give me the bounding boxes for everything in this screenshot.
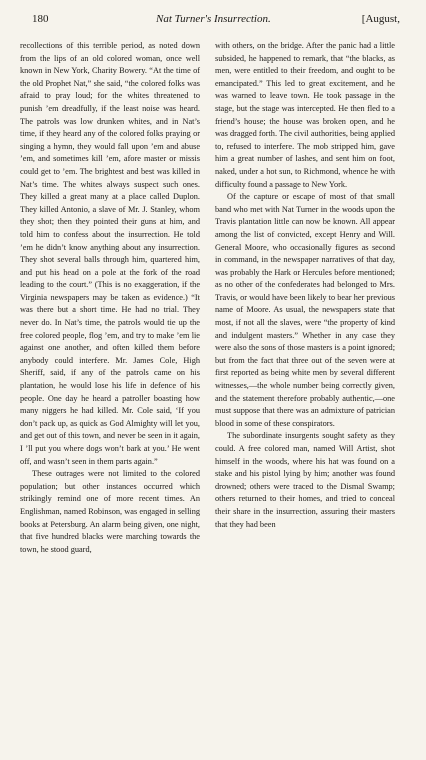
- header-month: [August,: [361, 13, 400, 25]
- paragraph: The subordinate insurgents sought safety as they could. A free colored man, named Will Artist, shot himself in the woods, where his hat was found on a stake and his pistol lying by him; another was found drowned; others were traced to the Dismal Swamp; others returned to their homes, and tried to conceal their share in the insurrection, assuring their masters that they had been: [215, 431, 395, 529]
- left-column: [20, 40, 200, 556]
- paragraph: These outrages were not limited to the colored population; but other instances occurred which strikingly remind one of more recent times. An Englishman, named Robinson, was engaged in selling books at Petersburg. An alarm being given, one night, that five hundred blacks were marching towards the town, he stood guard,: [20, 469, 200, 554]
- right-column: [215, 40, 395, 531]
- paragraph: recollections of this terrible period, as noted down from the lips of an old colored woman, once well known in New York, Charity Bowery. “At the time of the old Prophet Nat,” she said, “the colored folks was afraid to pray loud; for the whites threatened to punish ’em dreadfully, if the least noise was heard. The patrols was low drunken whites, and in Nat’s time, if they heard any of the colored folks praying or singing a hymn, they would fall upon ’em and abuse ’em, and sometimes kill ’em, afore master or missis could get to ’em. The brightest and best was killed in Nat’s time. The whites always suspect such ones. They killed a great many at a place called Duplon. They killed Antonio, a slave of Mr. J. Stanley, whom they shot; then they pointed their guns at him, and told him to confess about the insurrection. He told ’em he didn’t know anything about any insurrection. They shot several balls through him, quartered him, and put his head on a pole at the fork of the road leading to the court.” (This is no exaggeration, if the Virginia newspapers may be taken as evidence.) “It was there but a short time. He had no trial. They never do. In Nat’s time, the patrols would tie up the free colored people, flog ’em, and try to make ’em lie against one another, and often killed them before anybody could interfere. Mr. James Cole, High Sheriff, said, if any of the patrols came on his plantation, he would lose his life in defence of his people. One day he heard a patroller boasting how many niggers he had killed. Mr. Cole said, ‘If you don’t pack up, as quick as God Almighty will let you, and get out of this town, and never be seen in it again, I ’ll put you where dogs won’t bark at you.’ He went off, and wasn’t seen in them parts again.”: [20, 41, 200, 466]
- page-number: 180: [32, 13, 49, 25]
- paragraph: with others, on the bridge. After the panic had a little subsided, he happened to remark, that “the blacks, as men, were entitled to their freedom, and ought to be emancipated.” This led to great excitement, and he was warned to leave town. He took passage in the stage, but the stage was intercepted. He then fled to a friend’s house; the house was broken open, and he was dragged forth. The civil authorities, being applied to, refused to interfere. The mob stripped him, gave him a great number of lashes, and sent him on foot, naked, under a hot sun, to Richmond, whence he with difficulty found a passage to New York.: [215, 41, 395, 189]
- paragraph: Of the capture or escape of most of that small band who met with Nat Turner in the woods upon the Travis plantation little can now be known. All appear among the list of convicted, except Henry and Will. General Moore, who occasionally figures as second in command, in the newspaper narratives of that day, was probably the Hark or Hercules before mentioned; as no other of the confederates had belonged to Mrs. Travis, or would have been likely to bear her previous name of Moore. As usual, the newspapers state that most, if not all the slaves, were “the property of kind and indulgent masters.” Whether in any case they were also the sons of those masters is a point ignored; but from the fact that three out of the seven were at first reported as being white men by several different witnesses,—the whole number being correctly given, and the statement therefore probably authentic,—one must suppose that there was an admixture of patrician blood in some of these conspirators.: [215, 192, 395, 428]
- running-title: Nat Turner's Insurrection.: [156, 13, 271, 25]
- running-header: [30, 13, 400, 29]
